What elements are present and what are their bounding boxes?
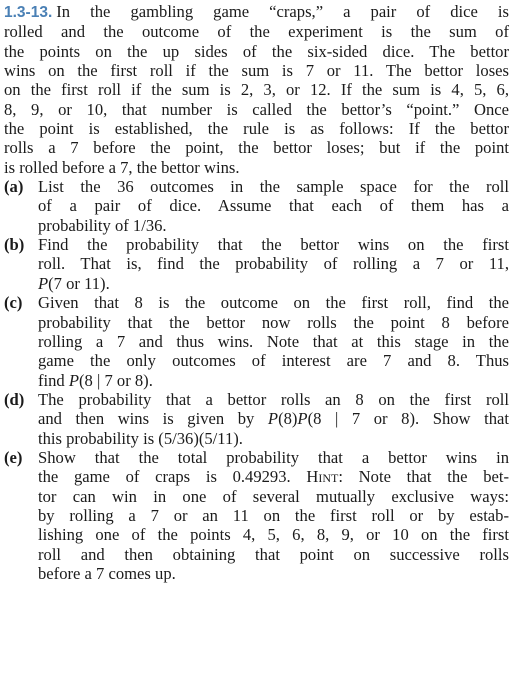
- part-line: game the only outcomes of interest are 7 and 8. Thus: [38, 351, 509, 371]
- part-line: lishing one of the points 4, 5, 6, 8, 9, or 10 on the first: [38, 525, 509, 545]
- intro-line: the points on the up sides of the six-sided dice. The bettor: [4, 41, 509, 61]
- intro-line: rolls a 7 before the point, the bettor loses; but if the point: [4, 138, 509, 158]
- problem-intro: [4, 2, 509, 177]
- part-line: probability that the bettor now rolls the point 8 before: [38, 312, 509, 332]
- part-b: [4, 235, 509, 293]
- intro-line: rolled and the outcome of the experiment is the sum of: [4, 22, 509, 42]
- part-line: List the 36 outcomes in the sample space for the roll: [38, 177, 509, 197]
- part-line: Given that 8 is the outcome on the first roll, find the: [38, 293, 509, 313]
- part-label: (b): [4, 235, 25, 255]
- part-line: this probability is (5/36)(5/11).: [38, 428, 243, 448]
- part-d: [4, 390, 509, 448]
- part-line: the game of craps is 0.49293. Hint: Note that the bet-: [38, 467, 509, 487]
- part-line: and then wins is given by P(8)P(8 | 7 or 8). Show that: [38, 409, 509, 429]
- intro-line: on the first roll if the sum is 2, 3, or 12. If the sum is 4, 5, 6,: [4, 80, 509, 100]
- part-line: roll and then obtaining that point on successive rolls: [38, 544, 509, 564]
- intro-line: wins on the first roll if the sum is 7 or 11. The bettor loses: [4, 61, 509, 81]
- part-e: [4, 448, 509, 583]
- probability-symbol: P: [68, 370, 80, 390]
- probability-symbol: P: [267, 409, 279, 429]
- part-line: Show that the total probability that a bettor wins in: [38, 447, 509, 467]
- part-label: (e): [4, 447, 23, 467]
- intro-line: the point is established, the rule is as follows: If the bettor: [4, 119, 509, 139]
- part-label: (a): [4, 177, 24, 197]
- hint-label: Hint: [306, 467, 339, 487]
- part-line: The probability that a bettor rolls an 8 on the first roll: [38, 389, 509, 409]
- part-line: of a pair of dice. Assume that each of them has a: [38, 196, 509, 216]
- intro-line: 8, 9, or 10, that number is called the bettor’s “point.” Once: [4, 99, 509, 119]
- problem-page: [4, 2, 509, 583]
- part-a: [4, 177, 509, 235]
- part-line: Find the probability that the bettor wins on the first: [38, 235, 509, 255]
- part-line: find P(8 | 7 or 8).: [38, 370, 153, 390]
- part-line: P(7 or 11).: [38, 273, 110, 293]
- part-line: rolling a 7 and thus wins. Note that at this stage in the: [38, 331, 509, 351]
- part-line: by rolling a 7 or an 11 on the first roll or by estab-: [38, 505, 509, 525]
- probability-symbol: P: [297, 409, 308, 429]
- intro-line: is rolled before a 7, the bettor wins.: [4, 157, 240, 177]
- part-line: probability of 1/36.: [38, 215, 167, 235]
- intro-line: In the gambling game “craps,” a pair of dice is: [56, 2, 509, 21]
- problem-number: 1.3-13.: [4, 4, 53, 21]
- part-line: before a 7 comes up.: [38, 563, 176, 583]
- part-line: roll. That is, find the probability of rolling a 7 or 11,: [38, 254, 509, 274]
- part-line: tor can win in one of several mutually exclusive ways:: [38, 486, 509, 506]
- part-label: (d): [4, 389, 25, 409]
- part-c: [4, 293, 509, 390]
- probability-symbol: P: [38, 273, 49, 293]
- part-label: (c): [4, 293, 23, 313]
